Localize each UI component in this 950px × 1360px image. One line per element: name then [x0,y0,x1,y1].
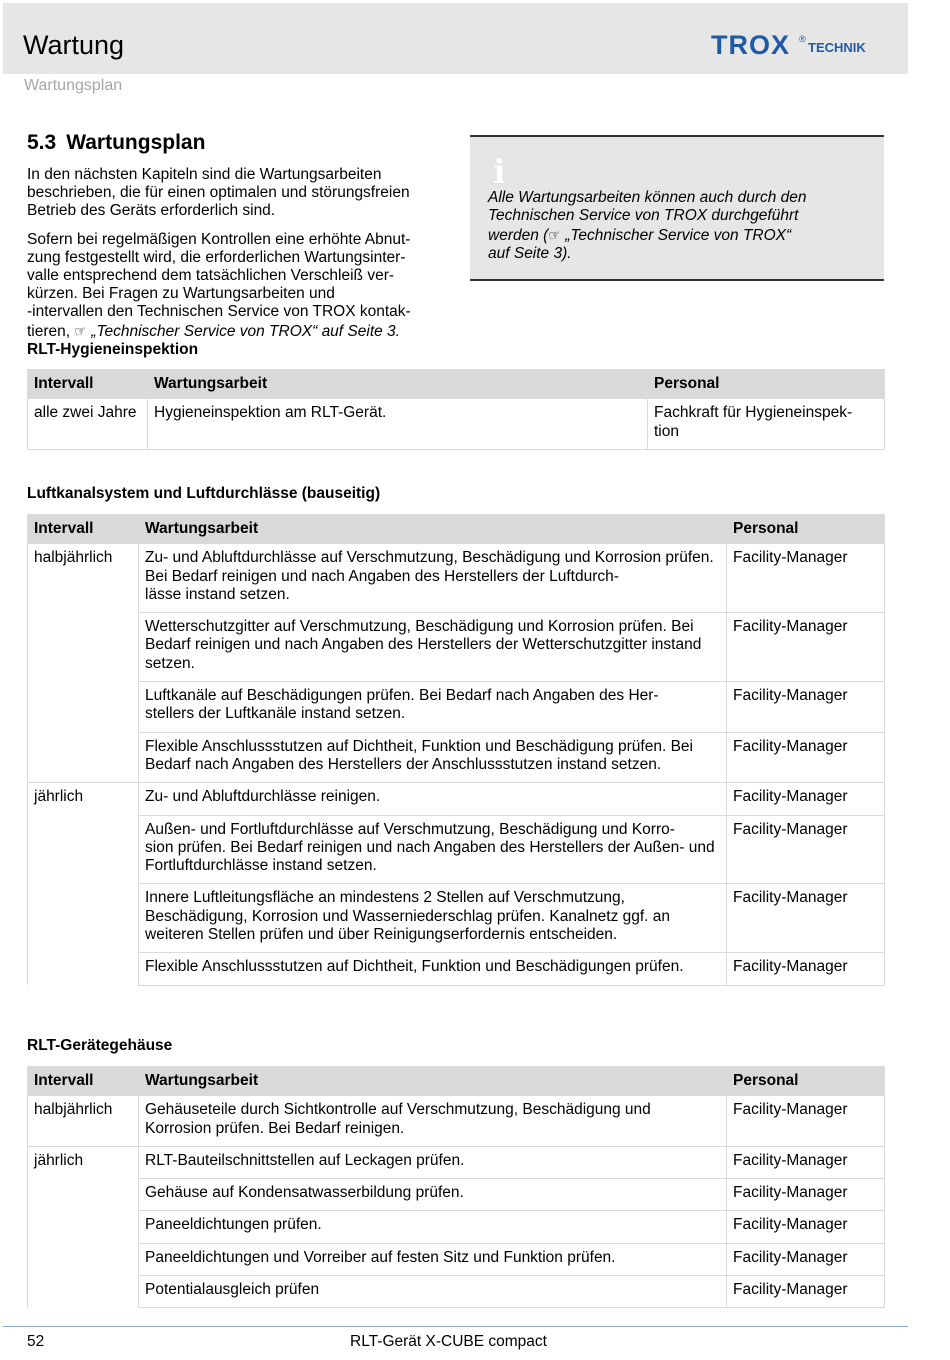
personnel-cell: Facility-Manager [727,544,885,613]
task-cell: Paneeldichtungen prüfen. [139,1211,727,1243]
info-line: Technischen Service von TROX durchgeführt [488,207,799,225]
interval-cell [28,613,139,682]
column-header: Wartungsarbeit [139,515,727,544]
info-service-link[interactable]: „Technischer Service von TROX“ [565,226,792,244]
footer-divider [3,1326,908,1327]
intro-line: kürzen. Bei Fragen zu Wartungsarbeiten und [27,285,335,303]
info-line: Alle Wartungsarbeiten können auch durch den [488,189,807,206]
section-title-text: Wartungsplan [66,131,206,154]
intro-line: Sofern bei regelmäßigen Kontrollen eine erhöhte Abnut- [27,230,411,248]
interval-cell [28,1276,139,1308]
pointing-hand-icon: ☞ [546,225,563,244]
table-row [28,1096,885,1147]
table-header-row [28,370,885,399]
table-row [28,1243,885,1275]
section-title [27,131,205,155]
intro-line: tieren, [27,322,71,340]
info-line: werden ( [488,226,549,244]
intro-line: valle entsprechend dem tatsächlichen Verschleiß ver- [27,267,395,285]
interval-cell [28,1179,139,1211]
table-header-row [28,515,885,544]
personnel-cell: Facility-Manager [727,953,885,985]
task-cell: Außen- und Fortluftdurchlässe auf Verschmutzung, Beschädigung und Korro- sion prüfen. Bei Bedarf reinigen und nach Angaben des Herstellers der Außen- und Fortluftdurchlässe instand setzen. [139,815,727,884]
personnel-cell: Facility-Manager [727,1146,885,1178]
table-row [28,1276,885,1308]
service-link[interactable]: „Technischer Service von TROX“ auf Seite 3. [91,322,400,340]
interval-cell [28,884,139,953]
personnel-cell: Facility-Manager [727,884,885,953]
info-box [470,135,884,281]
task-cell: Gehäuseteile durch Sichtkontrolle auf Verschmutzung, Beschädigung und Korrosion prüfen. Bei Bedarf reinigen. [139,1096,727,1147]
info-icon: i [493,152,506,192]
info-text [488,189,868,263]
personnel-cell: Facility-Manager [727,1096,885,1147]
chapter-subtitle: Wartungsplan [24,77,123,94]
intro-line: -intervallen den Technischen Service von TROX kontak- [27,303,411,321]
column-header: Intervall [28,515,139,544]
task-cell: Flexible Anschlussstutzen auf Dichtheit, Funktion und Beschädigung prüfen. Bei Bedarf nach Angaben des Herstellers der Anschlussstutzen instand setzen. [139,732,727,783]
task-cell: Gehäuse auf Kondensatwasserbildung prüfen. [139,1179,727,1211]
section-number: 5.3 [27,131,57,154]
table-row [28,953,885,985]
column-header: Wartungsarbeit [139,1067,727,1096]
table-row [28,613,885,682]
table-row [28,399,885,450]
duct-table-heading: Luftkanalsystem und Luftdurchlässe (bauseitig) [27,485,381,502]
table-row [28,815,885,884]
task-cell: Flexible Anschlussstutzen auf Dichtheit, Funktion und Beschädigungen prüfen. [139,953,727,985]
table-header-row [28,1067,885,1096]
interval-cell: alle zwei Jahre [28,399,148,450]
interval-cell [28,953,139,985]
column-header: Personal [648,370,885,399]
interval-cell [28,815,139,884]
interval-cell: jährlich [28,783,139,815]
page-number: 52 [27,1333,45,1350]
task-cell: RLT-Bauteilschnittstellen auf Leckagen prüfen. [139,1146,727,1178]
personnel-cell: Fachkraft für Hygieneinspek- tion [648,399,885,450]
task-cell: Wetterschutzgitter auf Verschmutzung, Beschädigung und Korrosion prüfen. Bei Bedarf reinigen und nach Angaben des Herstellers der Wetterschutzgitter instand setzen. [139,613,727,682]
personnel-cell: Facility-Manager [727,783,885,815]
housing-table [27,1066,885,1308]
interval-cell [28,1211,139,1243]
svg-text:TECHNIK: TECHNIK [808,40,866,55]
column-header: Intervall [28,370,148,399]
column-header: Wartungsarbeit [148,370,648,399]
column-header: Personal [727,515,885,544]
interval-cell [28,732,139,783]
hygiene-heading: RLT-Hygieneinspektion [27,340,199,358]
interval-cell [28,1243,139,1275]
personnel-cell: Facility-Manager [727,613,885,682]
interval-cell: halbjährlich [28,1096,139,1147]
personnel-cell: Facility-Manager [727,1179,885,1211]
duct-table [27,514,885,986]
personnel-cell: Facility-Manager [727,732,885,783]
intro-text [27,166,447,359]
intro-line: zung festgestellt wird, die erforderlichen Wartungsinter- [27,248,406,266]
svg-text:®: ® [799,34,806,44]
trox-logo [711,30,881,60]
personnel-cell: Facility-Manager [727,682,885,733]
personnel-cell: Facility-Manager [727,1243,885,1275]
intro-paragraph-1: In den nächsten Kapiteln sind die Wartungsarbeiten beschrieben, die für einen optimalen und störungsfreien Betrieb des Geräts erforderlich sind. [27,166,410,220]
task-cell: Luftkanäle auf Beschädigungen prüfen. Bei Bedarf nach Angaben des Her- stellers der Luftkanäle instand setzen. [139,682,727,733]
svg-text:TROX: TROX [711,30,791,60]
task-cell: Paneeldichtungen und Vorreiber auf festen Sitz und Funktion prüfen. [139,1243,727,1275]
table-row [28,544,885,613]
info-line: auf Seite 3). [488,244,572,262]
table-row [28,732,885,783]
personnel-cell: Facility-Manager [727,1211,885,1243]
table-row [28,682,885,733]
task-cell: Innere Luftleitungsfläche an mindestens 2 Stellen auf Verschmutzung, Beschädigung, Korrosion und Wasserniederschlag prüfen. Kanalnetz ggf. an weiteren Stellen prüfen und über Reinigungserfordernis entscheiden. [139,884,727,953]
personnel-cell: Facility-Manager [727,815,885,884]
table-row [28,1146,885,1178]
pointing-hand-icon: ☞ [73,321,89,340]
table-row [28,1179,885,1211]
table-row [28,884,885,953]
column-header: Intervall [28,1067,139,1096]
interval-cell [28,682,139,733]
task-cell: Zu- und Abluftdurchlässe reinigen. [139,783,727,815]
housing-table-heading: RLT-Gerätegehäuse [27,1037,173,1054]
personnel-cell: Facility-Manager [727,1276,885,1308]
task-cell: Hygieneinspektion am RLT-Gerät. [148,399,648,450]
interval-cell: halbjährlich [28,544,139,613]
table-row [28,783,885,815]
chapter-title: Wartung [23,30,125,60]
task-cell: Potentialausgleich prüfen [139,1276,727,1308]
column-header: Personal [727,1067,885,1096]
interval-cell: jährlich [28,1146,139,1178]
table-row [28,1211,885,1243]
document-title: RLT-Gerät X-CUBE compact [350,1333,547,1350]
hygiene-table [27,369,885,450]
intro-paragraph-2 [27,231,447,341]
task-cell: Zu- und Abluftdurchlässe auf Verschmutzung, Beschädigung und Korrosion prüfen. Bei Bedarf reinigen und nach Angaben des Herstellers der Luftdurch- lässe instand setzen. [139,544,727,613]
